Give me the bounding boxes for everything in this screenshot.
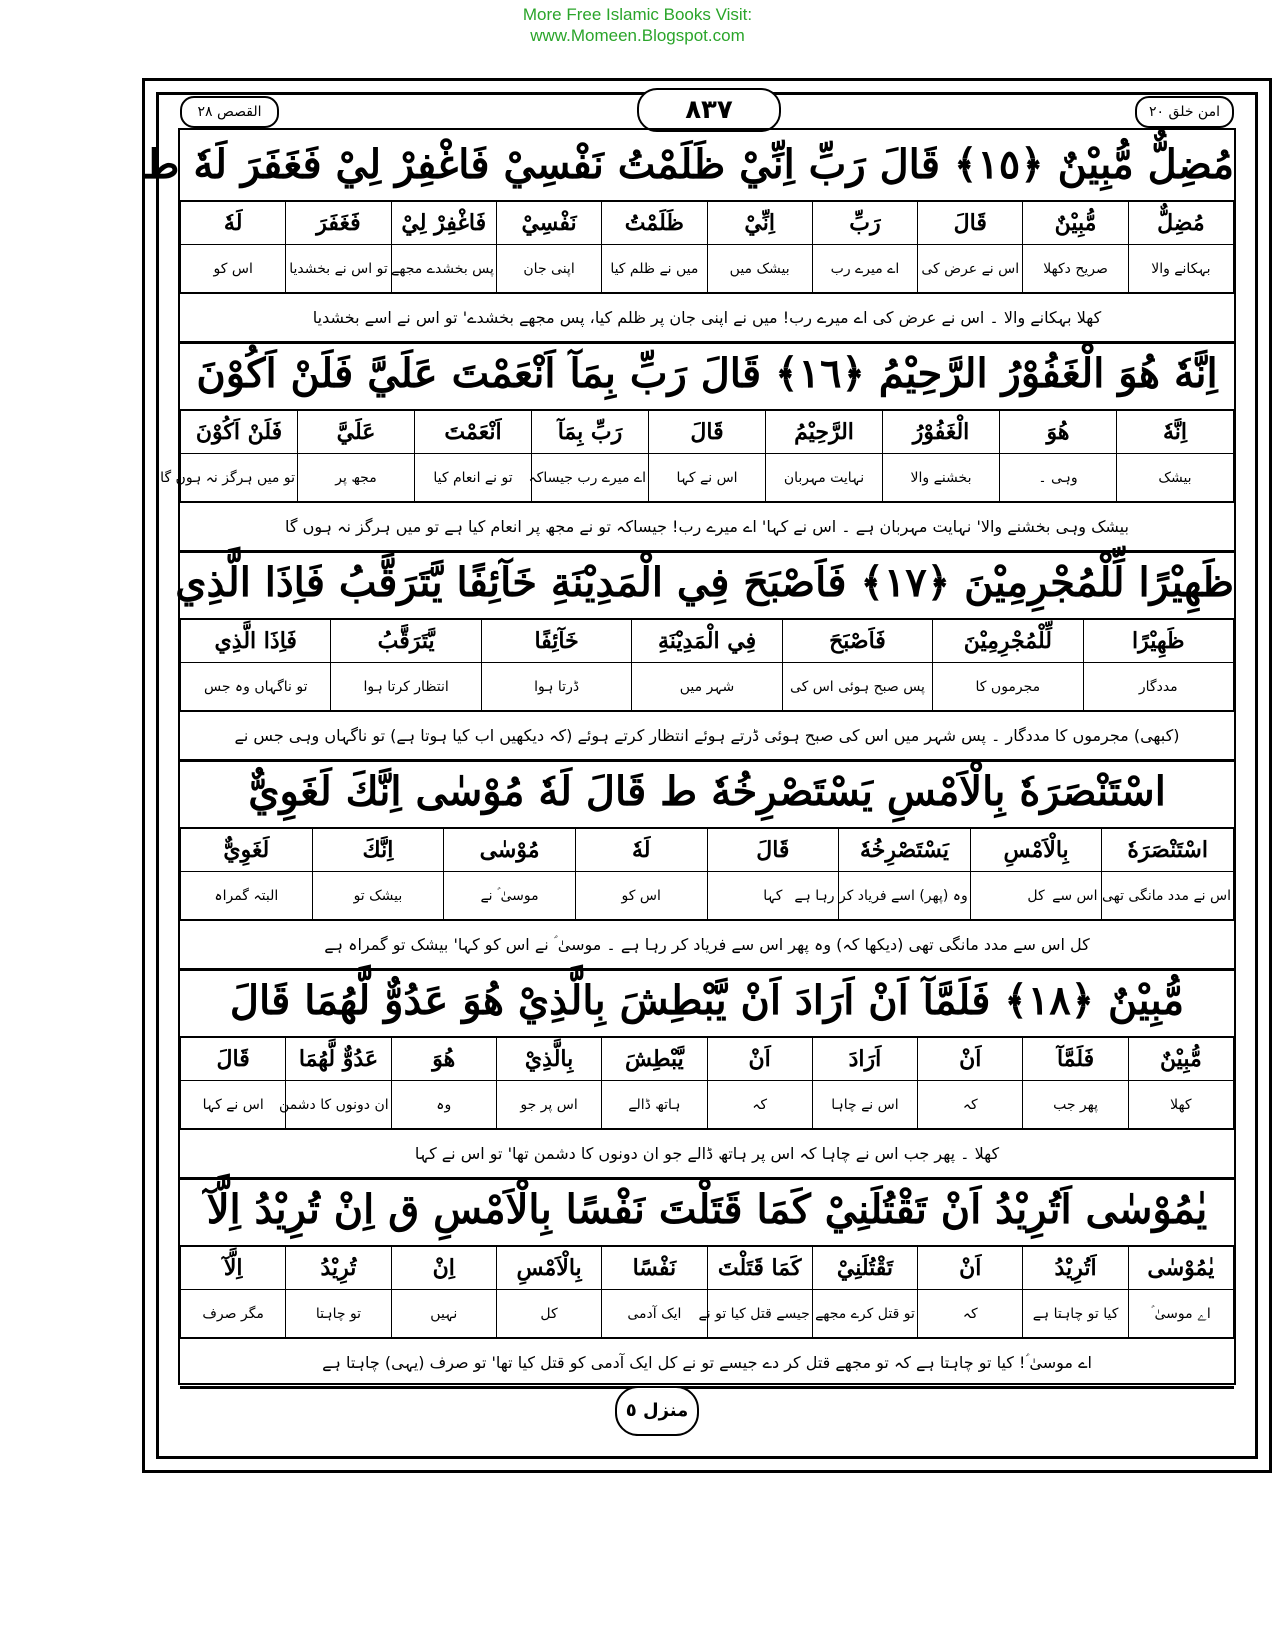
manzil-label: منزل ٥	[615, 1386, 699, 1436]
promo-line-2: www.Momeen.Blogspot.com	[530, 26, 745, 45]
urdu-meaning: اس نے عرض کی	[918, 245, 1023, 293]
arabic-word: نَفْسِيْ	[496, 201, 601, 245]
arabic-word: قَالَ	[181, 1037, 286, 1081]
urdu-meaning: بہکانے والا	[1128, 245, 1233, 293]
urdu-meaning: بیشک	[1117, 454, 1234, 502]
urdu-meaning: موسیٰ ؑ نے	[444, 872, 576, 920]
arabic-word: اِنْ	[391, 1246, 496, 1290]
urdu-meaning: کل	[970, 872, 1102, 920]
urdu-meaning: ایک آدمی	[602, 1290, 707, 1338]
word-by-word-table	[180, 1036, 1234, 1129]
arabic-verse: يٰمُوْسٰى اَتُرِيْدُ اَنْ تَقْتُلَنِيْ كَمَا قَتَلْتَ نَفْسًا بِالْاَمْسِ ق اِنْ تُرِيْدُ اِلَّآ	[180, 1175, 1234, 1247]
urdu-meaning: بخشنے والا	[883, 454, 1000, 502]
arabic-word: تُرِيْدُ	[286, 1246, 391, 1290]
urdu-meaning: صریح دکھلا	[1023, 245, 1128, 293]
arabic-word: قَالَ	[707, 828, 839, 872]
urdu-meaning: وہی ۔	[1000, 454, 1117, 502]
arabic-word: اِنَّكَ	[312, 828, 444, 872]
urdu-meaning: وہ	[391, 1081, 496, 1129]
arabic-word: لَهٗ	[575, 828, 707, 872]
urdu-meaning: ڈرتا ہوا	[481, 663, 631, 711]
urdu-meaning: بیشک میں	[707, 245, 812, 293]
arabic-word: عَلَيَّ	[298, 410, 415, 454]
surah-label: القصص ٢٨	[180, 96, 279, 128]
arabic-word: الْغَفُوْرُ	[883, 410, 1000, 454]
urdu-meaning: کہ	[918, 1290, 1023, 1338]
arabic-verse: مُّبِيْنٌ ﴿١٨﴾ فَلَمَّآ اَنْ اَرَادَ اَنْ يَّبْطِشَ بِالَّذِيْ هُوَ عَدُوٌّ لَّهُمَا قَالَ	[180, 966, 1234, 1038]
verse-section	[175, 548, 1234, 757]
urdu-meaning: ان دونوں کا دشمن	[286, 1081, 391, 1129]
arabic-word: فَاِذَا الَّذِي	[181, 619, 331, 663]
urdu-meaning: اس نے کہا	[649, 454, 766, 502]
arabic-word: لَهٗ	[181, 201, 286, 245]
arabic-word: رَبِّ	[812, 201, 917, 245]
verse-section	[160, 339, 1234, 548]
urdu-meaning: اس کو	[575, 872, 707, 920]
word-by-word-table	[180, 827, 1234, 920]
arabic-word: اِلَّآ	[181, 1246, 286, 1290]
arabic-word: قَالَ	[918, 201, 1023, 245]
page-number: ٨٣٧	[637, 88, 781, 132]
arabic-word: اَتُرِيْدُ	[1023, 1246, 1128, 1290]
urdu-meaning: کل	[496, 1290, 601, 1338]
arabic-word: مُّبِيْنٌ	[1023, 201, 1128, 245]
urdu-meaning: کھلا	[1128, 1081, 1233, 1129]
urdu-meaning: پس صبح ہوئی اس کی	[782, 663, 932, 711]
arabic-word: مُضِلٌّ	[1128, 201, 1233, 245]
arabic-word: فَاَصْبَحَ	[782, 619, 932, 663]
urdu-meaning: البتہ گمراہ	[181, 872, 313, 920]
arabic-word: خَآئِفًا	[481, 619, 631, 663]
urdu-meaning: تو اس نے بخشدیا	[286, 245, 391, 293]
urdu-meaning: کہ	[918, 1081, 1023, 1129]
urdu-meaning: اس کو	[181, 245, 286, 293]
arabic-verse: ظَهِيْرًا لِّلْمُجْرِمِيْنَ ﴿١٧﴾ فَاَصْبَحَ فِي الْمَدِيْنَةِ خَآئِفًا يَّتَرَقَّبُ فَاِذَا الَّذِي	[180, 548, 1234, 620]
arabic-word: مُوْسٰى	[444, 828, 576, 872]
arabic-word: يَّتَرَقَّبُ	[331, 619, 481, 663]
arabic-word: اِنِّيْ	[707, 201, 812, 245]
urdu-meaning: وہ (پھر) اسے فریاد کر رہا ہے	[839, 872, 971, 920]
arabic-verse: مُضِلٌّ مُّبِيْنٌ ﴿١٥﴾ قَالَ رَبِّ اِنِّيْ ظَلَمْتُ نَفْسِيْ فَاغْفِرْ لِيْ فَغَفَرَ لَهٗ ط	[180, 130, 1234, 202]
para-label: امن خلق ٢٠	[1135, 96, 1234, 128]
arabic-word: هُوَ	[391, 1037, 496, 1081]
word-by-word-table	[180, 1245, 1234, 1338]
arabic-word: يٰمُوْسٰى	[1128, 1246, 1233, 1290]
urdu-translation: کھلا ۔ پھر جب اس نے چاہا کہ اس پر ہاتھ ڈالے جو ان دونوں کا دشمن تھا' تو اس نے کہا	[180, 1128, 1234, 1180]
arabic-word: فَغَفَرَ	[286, 201, 391, 245]
arabic-word: عَدُوٌّ لَّهُمَا	[286, 1037, 391, 1081]
arabic-word: بِالْاَمْسِ	[496, 1246, 601, 1290]
arabic-word: فِي الْمَدِيْنَةِ	[632, 619, 782, 663]
verse-section	[142, 130, 1234, 339]
arabic-word: فَاغْفِرْ لِيْ	[391, 201, 496, 245]
urdu-meaning: تو میں ہرگز نہ ہوں گا	[181, 454, 298, 502]
urdu-meaning: بیشک تو	[312, 872, 444, 920]
arabic-word: اَنْ	[918, 1246, 1023, 1290]
urdu-meaning: کہا	[707, 872, 839, 920]
arabic-word: فَلَمَّآ	[1023, 1037, 1128, 1081]
urdu-translation: کل اس سے مدد مانگی تھی (دیکھا کہ) وہ پھر اس سے فریاد کر رہا ہے ۔ موسیٰ ؑ نے اس کو کہا' بیشک تو گمراہ ہے	[180, 919, 1234, 971]
arabic-word: هُوَ	[1000, 410, 1117, 454]
urdu-meaning: انتظار کرتا ہوا	[331, 663, 481, 711]
arabic-word: بِالْاَمْسِ	[970, 828, 1102, 872]
urdu-meaning: میں نے ظلم کیا	[602, 245, 707, 293]
urdu-meaning: اس نے کہا	[181, 1081, 286, 1129]
arabic-word: مُّبِيْنٌ	[1128, 1037, 1233, 1081]
arabic-word: تَقْتُلَنِيْ	[812, 1246, 917, 1290]
arabic-word: قَالَ	[649, 410, 766, 454]
urdu-meaning: اس نے چاہا	[812, 1081, 917, 1129]
arabic-word: اِنَّهٗ	[1117, 410, 1234, 454]
arabic-word: فَلَنْ اَكُوْنَ	[181, 410, 298, 454]
urdu-meaning: اپنی جان	[496, 245, 601, 293]
arabic-word: لِّلْمُجْرِمِيْنَ	[933, 619, 1083, 663]
arabic-word: ظَهِيْرًا	[1083, 619, 1233, 663]
urdu-meaning: اس پر جو	[496, 1081, 601, 1129]
arabic-word: الرَّحِيْمُ	[766, 410, 883, 454]
urdu-translation: اے موسیٰ ؑ! کیا تو چاہتا ہے کہ تو مجھے قتل کر دے جیسے تو نے کل ایک آدمی کو قتل کیا تھا' تو صرف (یہی) چاہتا ہے	[180, 1337, 1234, 1389]
verse-section	[180, 757, 1234, 966]
word-by-word-table	[180, 200, 1234, 293]
arabic-word: نَفْسًا	[602, 1246, 707, 1290]
urdu-meaning: تو چاہتا	[286, 1290, 391, 1338]
urdu-meaning: تو نے انعام کیا	[415, 454, 532, 502]
urdu-meaning: پس بخشدے مجھے	[391, 245, 496, 293]
urdu-meaning: پھر جب	[1023, 1081, 1128, 1129]
arabic-word: يَسْتَصْرِخُهٗ	[839, 828, 971, 872]
urdu-meaning: اے موسیٰ ؑ	[1128, 1290, 1233, 1338]
urdu-meaning: تو ناگہاں وہ جس	[181, 663, 331, 711]
urdu-meaning: کیا تو چاہتا ہے	[1023, 1290, 1128, 1338]
urdu-meaning: نہایت مہربان	[766, 454, 883, 502]
urdu-meaning: ہاتھ ڈالے	[602, 1081, 707, 1129]
urdu-meaning: نہیں	[391, 1290, 496, 1338]
promo-text	[0, 4, 1275, 46]
arabic-word: كَمَا قَتَلْتَ	[707, 1246, 812, 1290]
page-header	[170, 96, 1244, 126]
arabic-word: اسْتَنْصَرَهٗ	[1102, 828, 1234, 872]
verse-section	[180, 966, 1234, 1175]
word-by-word-table	[180, 618, 1234, 711]
word-by-word-table	[160, 409, 1234, 502]
arabic-word: لَغَوِيٌّ	[181, 828, 313, 872]
urdu-meaning: مددگار	[1083, 663, 1233, 711]
arabic-verse: اسْتَنْصَرَهٗ بِالْاَمْسِ يَسْتَصْرِخُهٗ ط قَالَ لَهٗ مُوْسٰى اِنَّكَ لَغَوِيٌّ	[180, 757, 1234, 829]
arabic-word: اَنْ	[918, 1037, 1023, 1081]
urdu-meaning: کہ	[707, 1081, 812, 1129]
urdu-meaning: مگر صرف	[181, 1290, 286, 1338]
urdu-meaning: اے میرے رب جیساکہ	[532, 454, 649, 502]
urdu-translation: (کبھی) مجرموں کا مددگار ۔ پس شہر میں اس کی صبح ہوئی ڈرتے ہوئے انتظار کرتے ہوئے (کہ دیکھیں اب کیا ہوتا ہے) تو ناگہاں وہی جس نے	[180, 710, 1234, 762]
urdu-translation: کھلا بہکانے والا ۔ اس نے عرض کی اے میرے رب! میں نے اپنی جان پر ظلم کیا، پس مجھے بخشدے' تو اس نے اسے بخشدیا	[180, 292, 1234, 344]
urdu-meaning: مجھ پر	[298, 454, 415, 502]
arabic-word: رَبِّ بِمَآ	[532, 410, 649, 454]
verse-section	[180, 1175, 1234, 1384]
page-content	[142, 128, 1236, 1385]
arabic-word: اَرَادَ	[812, 1037, 917, 1081]
urdu-meaning: اس نے مدد مانگی تھی اس سے	[1102, 872, 1234, 920]
urdu-meaning: اے میرے رب	[812, 245, 917, 293]
promo-line-1: More Free Islamic Books Visit:	[522, 5, 753, 24]
urdu-meaning: شہر میں	[632, 663, 782, 711]
urdu-meaning: تو قتل کرے مجھے	[812, 1290, 917, 1338]
urdu-translation: بیشک وہی بخشنے والا' نہایت مہربان ہے ۔ اس نے کہا' اے میرے رب! جیساکہ تو نے مجھ پر انعام کیا ہے تو میں ہرگز نہ ہوں گا	[180, 501, 1234, 553]
arabic-verse: اِنَّهٗ هُوَ الْغَفُوْرُ الرَّحِيْمُ ﴿١٦﴾ قَالَ رَبِّ بِمَآ اَنْعَمْتَ عَلَيَّ فَلَنْ اَكُوْنَ	[180, 339, 1234, 411]
urdu-meaning: مجرموں کا	[933, 663, 1083, 711]
arabic-word: ظَلَمْتُ	[602, 201, 707, 245]
arabic-word: بِالَّذِيْ	[496, 1037, 601, 1081]
arabic-word: يَّبْطِشَ	[602, 1037, 707, 1081]
arabic-word: اَنْ	[707, 1037, 812, 1081]
arabic-word: اَنْعَمْتَ	[415, 410, 532, 454]
urdu-meaning: جیسے قتل کیا تو نے	[707, 1290, 812, 1338]
